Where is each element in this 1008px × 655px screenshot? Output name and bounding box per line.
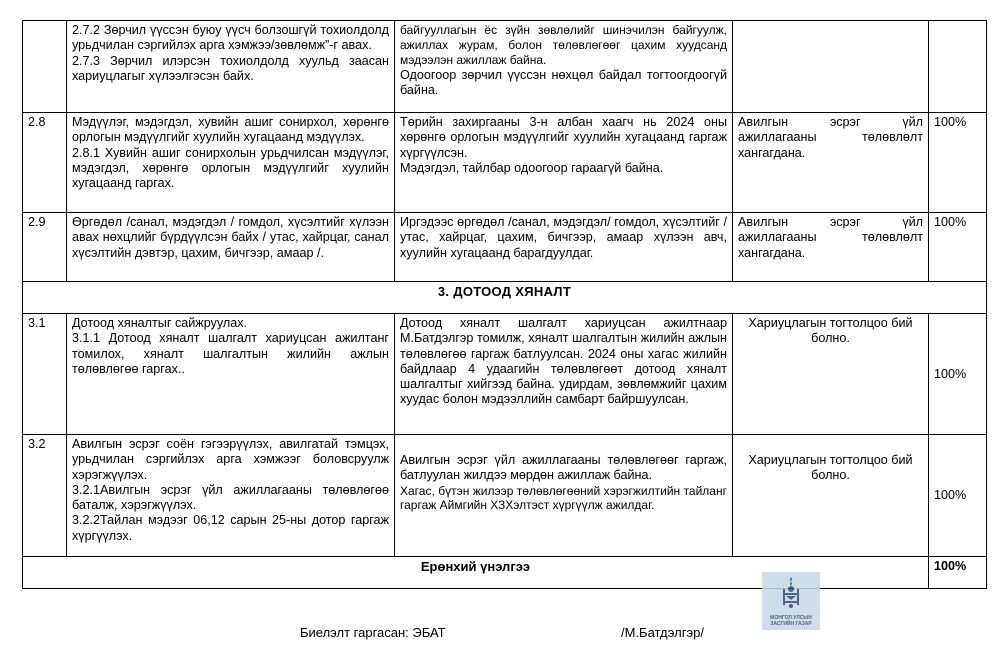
task-cell bbox=[67, 314, 395, 435]
table-row bbox=[23, 21, 987, 113]
emblem-text: МОНГОЛ УЛСЫН ЗАСГИЙН ГАЗАР bbox=[770, 615, 812, 627]
result-cell: Авилгын эсрэг үйл ажиллагааны төлөвлөлт хангагдана. bbox=[733, 113, 929, 213]
score-cell: 100% bbox=[929, 314, 987, 435]
task-cell bbox=[67, 113, 395, 213]
result-cell: Хариуцлагын тогтолцоо бий болно. bbox=[733, 435, 929, 557]
progress-cell bbox=[395, 21, 733, 113]
section-header-row bbox=[23, 282, 987, 314]
soyombo-emblem-icon bbox=[778, 575, 804, 609]
progress-cell bbox=[395, 113, 733, 213]
progress-text: Төрийн захиргааны 3-н албан хаагч нь 2024 оны хөрөнгө орлогын мэдүүлгийг хуулийн хугацаанд гаргаж хүргүүлсэн. bbox=[400, 115, 727, 160]
result-cell: Авилгын эсрэг үйл ажиллагааны төлөвлөлт хангагдана. bbox=[733, 213, 929, 282]
task-cell bbox=[67, 435, 395, 557]
task-text: Мэдүүлэг, мэдэгдэл, хувийн ашиг сонирхол, хөрөнгө орлогын мэдүүлгийг хуулийн хугацаанд мэдүүлэх. bbox=[72, 115, 389, 145]
table-row bbox=[23, 435, 987, 557]
task-cell bbox=[67, 213, 395, 282]
score-cell: 100% bbox=[929, 113, 987, 213]
result-cell bbox=[733, 21, 929, 113]
task-text: 3.2.1Авилгын эсрэг үйл ажиллагааны төлөвлөгөө баталж, хэрэгжүүлэх. bbox=[72, 482, 389, 513]
task-text: 3.1.1 Дотоод хяналт шалгалт хариуцсан ажилтанг томилох, хяналт шалгалтын жилийн ажлын төлөвлөгөө гаргах.. bbox=[72, 331, 389, 376]
progress-cell bbox=[395, 314, 733, 435]
row-number: 3.1 bbox=[23, 314, 67, 435]
total-label: Ерөнхий үнэлгээ bbox=[23, 557, 929, 589]
signatory-name: /М.Батдэлгэр/ bbox=[621, 625, 704, 640]
progress-text: Иргэдээс өргөдөл /санал, мэдэгдэл/ гомдол, хүсэлтийг /утас, хайрцаг, цахим, бичгээр, амаар хүлээн авч, хуулийн хугацаанд барагдуулдаг. bbox=[400, 215, 727, 260]
task-text: 2.7.2 Зөрчил үүссэн буюу үүсч болзошгүй тохиолдолд урьдчилан сэргийлэх арга хэмжээ/зөвлөмж”-г авах. bbox=[72, 23, 389, 53]
government-emblem bbox=[762, 572, 820, 630]
progress-text: Авилгын эсрэг үйл ажиллагааны төлөвлөгөөг гаргаж, батлуулан жилдээ мөрдөн ажиллаж байна. bbox=[400, 453, 727, 483]
table-row bbox=[23, 113, 987, 213]
score-cell: 100% bbox=[929, 435, 987, 557]
task-text: Дотоод хяналтыг сайжруулах. bbox=[72, 316, 248, 330]
row-number: 2.9 bbox=[23, 213, 67, 282]
task-text: Авилгын эсрэг соён гэгээрүүлэх, авилгатай тэмцэх, урьдчилан сэргийлэх арга хэмжээг боловсруулж хэрэгжүүлэх. bbox=[72, 437, 389, 482]
total-row bbox=[23, 557, 987, 589]
row-number bbox=[23, 21, 67, 113]
section-title: 3. ДОТООД ХЯНАЛТ bbox=[23, 282, 987, 314]
table-row bbox=[23, 314, 987, 435]
progress-cell bbox=[395, 435, 733, 557]
task-cell bbox=[67, 21, 395, 113]
table-row bbox=[23, 213, 987, 282]
prepared-by-label: Биелэлт гаргасан: ЭБАТ bbox=[300, 625, 446, 640]
total-score: 100% bbox=[929, 557, 987, 589]
row-number: 2.8 bbox=[23, 113, 67, 213]
progress-text: Дотоод хяналт шалгалт хариуцсан ажилтнаар М.Батдэлгэр томилж, хяналт шалгалтын жилийн ажлын төлөвлөгөө гаргаж батлуулсан. 2024 оны хагас жилийн байдлаар 4 удаагийн төлөвлөгөөт дотоод хяналт шалгалтыг хийгээд байна. удирдам, зөвлөмжийг цахим хуудас болон мэдээллийн самбарт байршуулсан. bbox=[400, 316, 727, 407]
score-cell: 100% bbox=[929, 213, 987, 282]
task-text: 2.8.1 Хувийн ашиг сонирхолын урьдчилсан мэдүүлэг, мэдэгдэл, хөрөнгө орлогын мэдүүлгийг хуулийн хугацаанд гаргах. bbox=[72, 145, 389, 191]
task-text: 2.7.3 Зөрчил илэрсэн тохиолдолд хуульд заасан хариуцлагыг хүлээлгэсэн байх. bbox=[72, 53, 389, 83]
task-text: 3.2.2Тайлан мэдээг 06,12 сарын 25-ны дотор гаргаж хүргүүлэх. bbox=[72, 513, 389, 543]
result-cell: Хариуцлагын тогтолцоо бий болно. bbox=[733, 314, 929, 435]
progress-cell bbox=[395, 213, 733, 282]
progress-text: Мэдэгдэл, тайлбар одоогоор гараагүй байна. bbox=[400, 160, 664, 175]
row-number: 3.2 bbox=[23, 435, 67, 557]
progress-text: Хагас, бүтэн жилээр төлөвлөгөөний хэрэгжилтийн тайланг гаргаж Аймгийн ХЗХэлтэст хүргүүлж ажилдаг. bbox=[400, 483, 727, 513]
task-text: Өргөдөл /санал, мэдэгдэл / гомдол, хүсэлтийг хүлээн авах нөхцлийг бүрдүүлсэн байх / утас, хайрцаг, санал хүсэлтийн дэвтэр, цахим, бичгээр, амаар /. bbox=[72, 215, 389, 260]
score-cell bbox=[929, 21, 987, 113]
progress-text: байгууллагын ёс зүйн зөвлөлийг шинэчилэн байгуулж, ажиллах журам, болон төлөвлөгөөг цахим хуудсанд мэдээлэн ажиллаж байна. bbox=[400, 23, 727, 67]
progress-text: Одоогоор зөрчил үүссэн нөхцөл байдал тогтоогдоогүй байна. bbox=[400, 68, 727, 98]
evaluation-table bbox=[22, 20, 987, 589]
